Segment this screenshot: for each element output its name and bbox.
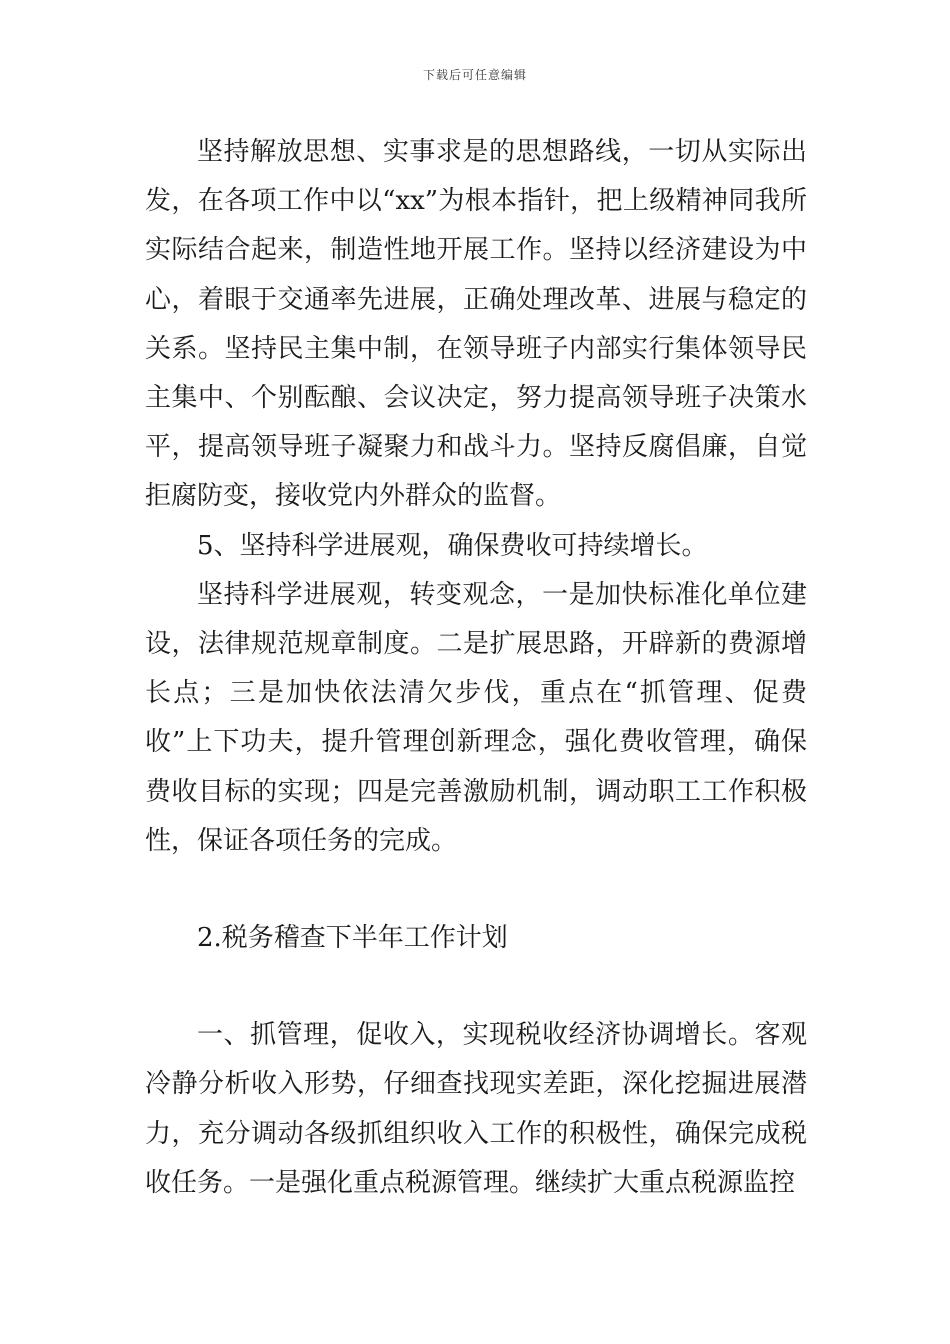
section-heading: 2.税务稽查下半年工作计划 bbox=[197, 923, 508, 954]
body-paragraph: 坚持解放思想、实事求是的思想路线，一切从实际出发，在各项工作中以“xx”为根本指针，把上级精神同我所实际结合起来，制造性地开展工作。坚持以经济建设为中心，着眼于交通率先进展，正确处理改革、进展与稳定的关系。坚持民主集中制，在领导班子内部实行集体领导民主集中、个别酝酿、会议决定，努力提高领导班子决策水平，提高领导班子凝聚力和战斗力。坚持反腐倡廉，自觉拒腐防变，接收党内外群众的监督。 bbox=[145, 137, 807, 512]
section-spacer bbox=[145, 963, 807, 1011]
list-item-paragraph: 5、坚持科学进展观，确保费收可持续增长。 bbox=[197, 530, 708, 561]
document-body bbox=[145, 128, 807, 1208]
body-paragraph: 坚持科学进展观，转变观念，一是加快标准化单位建设，法律规范规章制度。二是扩展思路，开辟新的费源增长点；三是加快依法清欠步伐，重点在“抓管理、促费收”上下功夫，提升管理创新理念，强化费收管理，确保费收目标的实现；四是完善激励机制，调动职工工作积极性，保证各项任务的完成。 bbox=[145, 579, 807, 856]
page-header-note: 下载后可任意编辑 bbox=[422, 68, 527, 82]
body-paragraph: 一、抓管理，促收入，实现税收经济协调增长。客观冷静分析收入形势，仔细查找现实差距，深化挖掘进展潜力，充分调动各级抓组织收入工作的积极性，确保完成税收任务。一是强化重点税源管理。继续扩大重点税源监控 bbox=[145, 1020, 807, 1198]
section-spacer bbox=[145, 866, 807, 914]
